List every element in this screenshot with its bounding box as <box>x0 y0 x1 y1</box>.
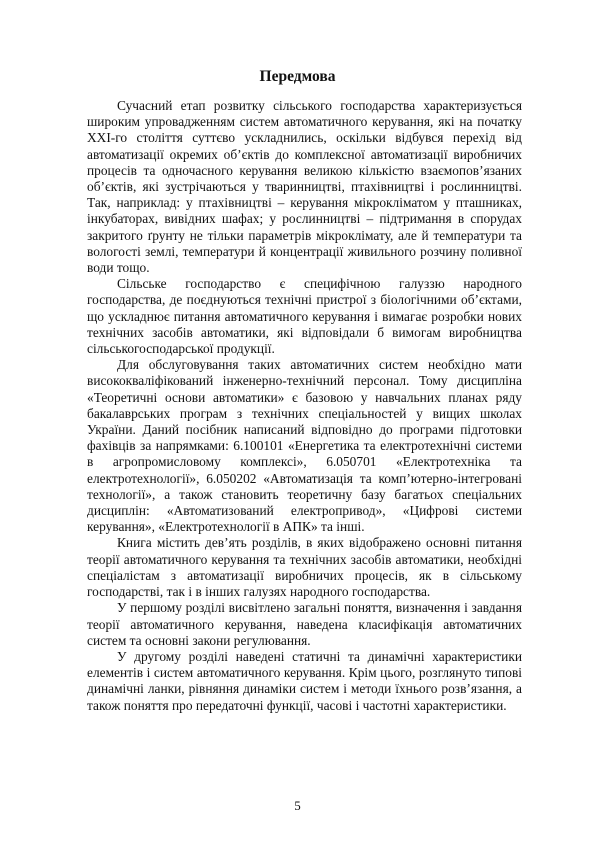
paragraph-book-contents: Книга містить дев’ять розділів, в яких відображено основні питання теорії автоматичного керування та технічних засобів автоматики, необхідні спеціалістам з автоматизації виробничих процесів, як в сільському господарстві, так і в інших галузях народного господарства. <box>87 535 522 600</box>
paragraph-intro: Сучасний етап розвитку сільського господарства характеризується широким упровадженням систем автоматичного керування, які на початку XXI-го століття суттєво ускладнились, оскільки відбувся перехід від автоматизації окремих об’єктів до комплексної автоматизації виробничих процесів та одночасного керування великою кількістю взаємопов’язаних об’єктів, які зустрічаються у тваринництві, птахівництві і рослинництві. Так, наприклад: у птахівництві – керування мікрокліматом у пташниках, інкубаторах, вивідних шафах; у рослинництві – підтримання в спорудах закритого ґрунту не тільки параметрів мікроклімату, але й температури та вологості землі, температури й концентрації живильного розчину поливної води тощо. <box>87 98 522 276</box>
body-text <box>87 98 522 714</box>
page-title: Передмова <box>259 68 336 85</box>
paragraph-chapter-one: У першому розділі висвітлено загальні поняття, визначення і завдання теорії автоматичного керування, наведена класифікація автоматичних систем та основні закони регулювання. <box>87 600 522 648</box>
paragraph-agriculture: Сільське господарство є специфічною галуззю народного господарства, де поєднуються технічні пристрої з біологічними об’єктами, що ускладнює питання автоматичного керування і вимагає розробки нових технічних засобів автоматики, які відповідали б вимогам виробництва сільськогосподарської продукції. <box>87 276 522 357</box>
paragraph-discipline: Для обслуговування таких автоматичних систем необхідно мати висококваліфікований інженерно-технічний персонал. Тому дисципліна «Теоретичні основи автоматики» є базовою у навчальних планах ряду бакалаврських програм з технічних спеціальностей у вищих школах України. Даний посібник написаний відповідно до програми підготовки фахівців за напрямками: 6.100101 «Енергетика та електротехнічні системи в агропромисловому комплексі», 6.050701 «Електротехніка та електротехнології», 6.050202 «Автоматизація та комп’ютерно-інтегровані технології», а також становить теоретичну базу багатьох спеціальних дисциплін: «Автоматизований електропривод», «Цифрові системи керування», «Електротехнології в АПК» та інші. <box>87 357 522 535</box>
paragraph-chapter-two: У другому розділі наведені статичні та динамічні характеристики елементів і систем автоматичного керування. Крім цього, розглянуто типові динамічні ланки, рівняння динаміки систем і методи їхнього розв’язання, а також поняття про передаточні функції, часові і частотні характеристики. <box>87 648 522 713</box>
page-number: 5 <box>294 798 301 813</box>
